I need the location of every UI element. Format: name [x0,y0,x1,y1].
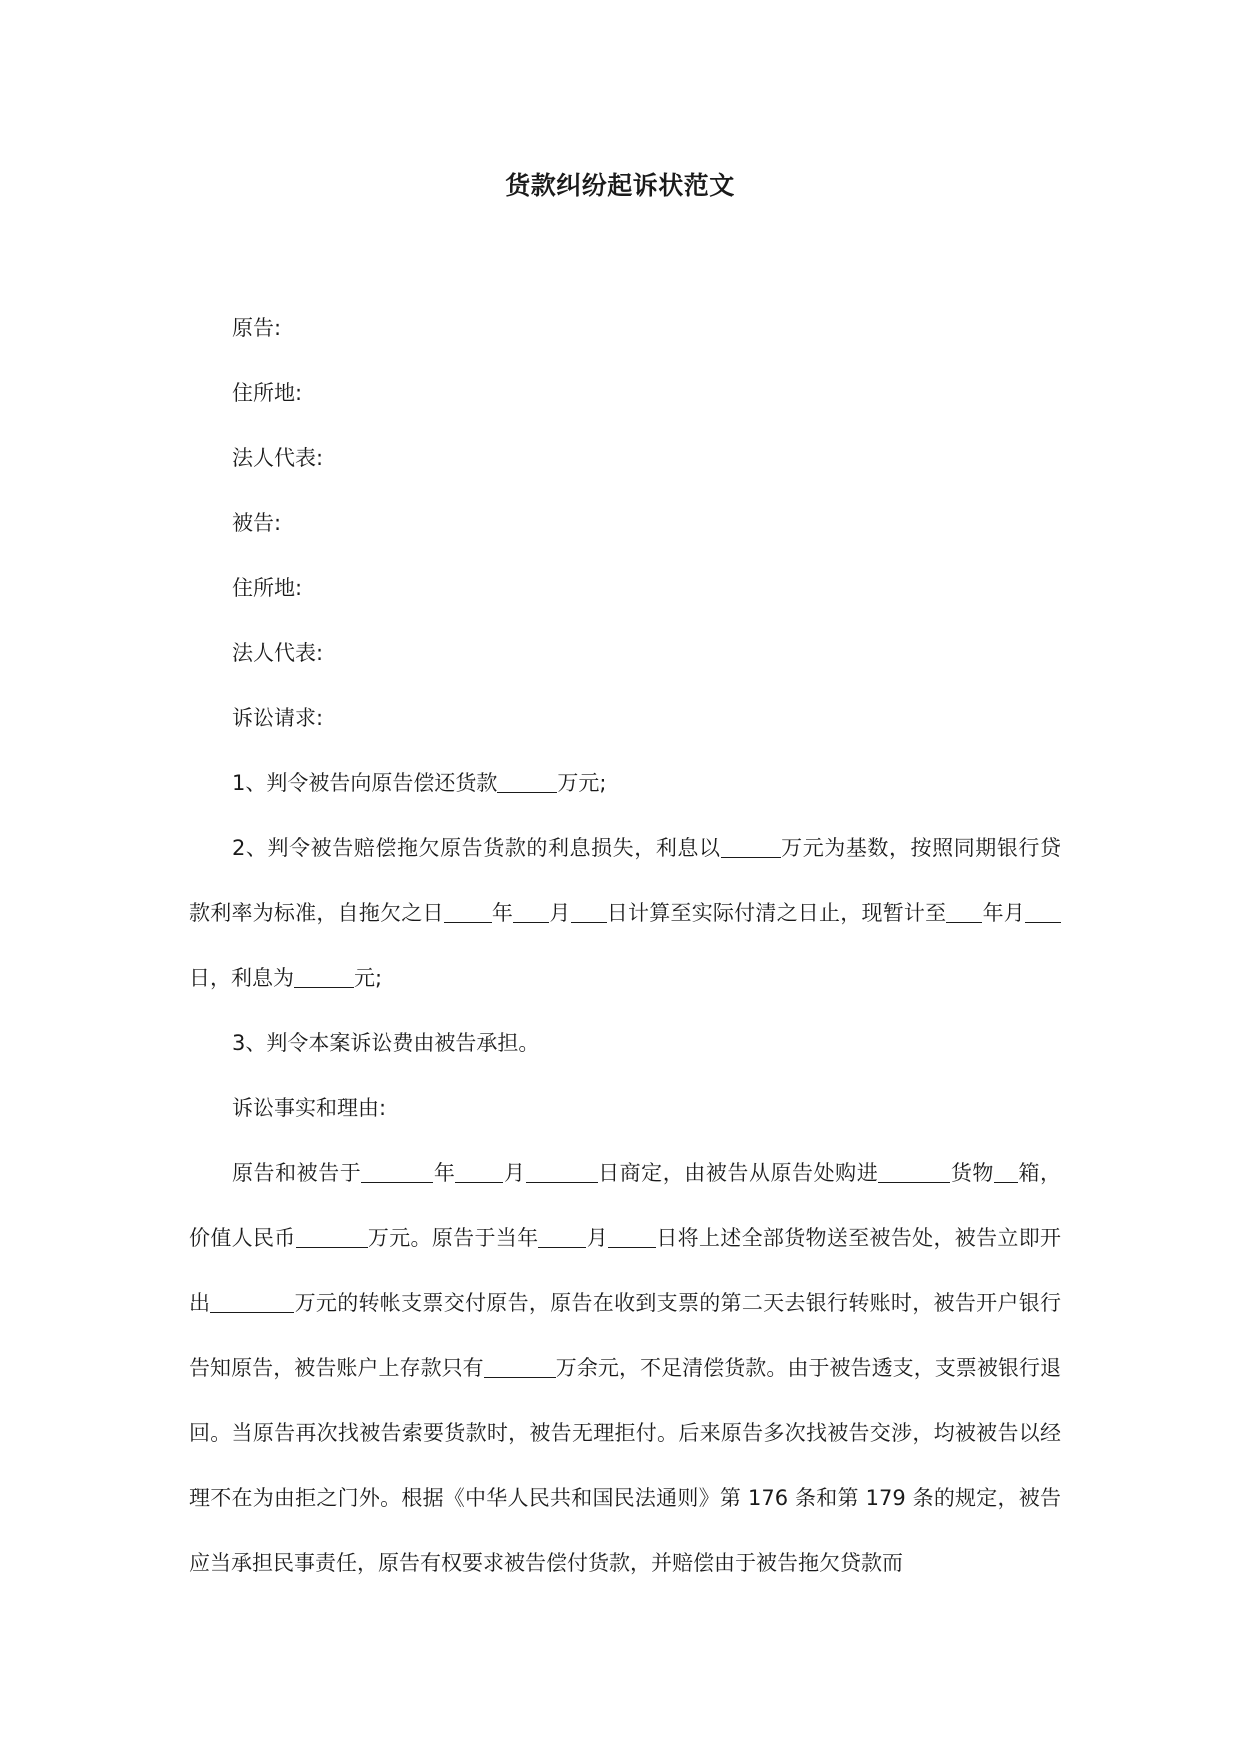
paragraph-facts-heading [189,1076,1061,1141]
fill-in-blank [361,1162,433,1183]
paragraph-text: 日商定，由被告从原告处购进 [597,1161,879,1185]
paragraph-claims-heading [189,686,1061,751]
paragraph-text: 1、判令被告向原告偿还货款 [232,771,498,795]
fill-in-blank [526,1162,598,1183]
paragraph-text: 住所地: [232,381,303,405]
fill-in-blank [721,837,781,858]
fill-in-blank [946,902,982,923]
paragraph-text: 万元为基数，按照同期银行贷款利率为标准，自拖欠之日 [189,836,1061,925]
fill-in-blank [538,1227,586,1248]
paragraph-text: 年 [491,901,514,925]
paragraph-defendant-legal-rep [189,621,1061,686]
paragraph-text: 万余元，不足清偿货款。由于被告透支，支票被银行退回。当原告再次找被告索要货款时，被告无理拒付。后来原告多次找被告交涉，均被被告以经理不在为由拒之门外。根据《中华人民共和国民法通则》第 176 条和第 179 条的规定，被告应当承担民事责任，原告有权要求被告偿付货款，并赔偿由于被告拖欠贷款而 [189,1356,1062,1575]
paragraph-claim-2 [189,816,1061,1011]
fill-in-blank [294,967,354,988]
fill-in-blank [571,902,607,923]
paragraph-text: 日，利息为 [189,966,294,990]
paragraph-text: 年 [433,1161,456,1185]
paragraph-text: 3、判令本案诉讼费由被告承担。 [232,1031,540,1055]
paragraph-text: 货物 [950,1161,994,1185]
paragraph-text: 年月 [982,901,1026,925]
fill-in-blank [608,1227,656,1248]
fill-in-blank [484,1357,556,1378]
paragraph-plaintiff-address [189,361,1061,426]
paragraph-text: 诉讼事实和理由: [232,1096,387,1120]
paragraph-text: 法人代表: [232,446,324,470]
fill-in-blank [513,902,549,923]
fill-in-blank [444,902,492,923]
paragraph-text: 诉讼请求: [232,706,324,730]
fill-in-blank [878,1162,950,1183]
paragraph-facts-body [189,1141,1061,1596]
paragraph-text: 月 [549,901,571,925]
fill-in-blank [1025,902,1061,923]
paragraph-plaintiff [189,296,1061,361]
paragraph-text: 2、判令被告赔偿拖欠原告货款的利息损失，利息以 [232,836,721,860]
fill-in-blank [994,1162,1018,1183]
paragraph-claim-1 [189,751,1061,816]
paragraph-text: 住所地: [232,576,303,600]
document-body [189,296,1061,1596]
paragraph-text: 箱，价值人民币 [189,1161,1062,1250]
paragraph-defendant-address [189,556,1061,621]
paragraph-claim-3 [189,1011,1061,1076]
paragraph-text: 原告和被告于 [232,1161,362,1185]
paragraph-text: 月 [503,1161,526,1185]
fill-in-blank [455,1162,503,1183]
paragraph-text: 法人代表: [232,641,324,665]
document-title: 货款纠纷起诉状范文 [505,171,735,200]
paragraph-text: 被告: [232,511,282,535]
paragraph-text: 万元的转帐支票交付原告，原告在收到支票的第二天去银行转账时，被告开户银行告知原告，被告账户上存款只有 [189,1291,1062,1380]
paragraph-text: 万元。原告于当年 [367,1226,539,1250]
paragraph-defendant [189,491,1061,556]
fill-in-blank [210,1292,294,1313]
paragraph-text: 万元; [557,771,607,795]
paragraph-text: 原告: [232,316,282,340]
fill-in-blank [497,772,557,793]
paragraph-text: 元; [354,966,383,990]
paragraph-text: 月 [586,1226,609,1250]
paragraph-plaintiff-legal-rep [189,426,1061,491]
fill-in-blank [296,1227,368,1248]
paragraph-text: 日将上述全部货物送至被告处，被告立即开出 [189,1226,1062,1315]
paragraph-text: 日计算至实际付清之日止，现暂计至 [606,901,947,925]
